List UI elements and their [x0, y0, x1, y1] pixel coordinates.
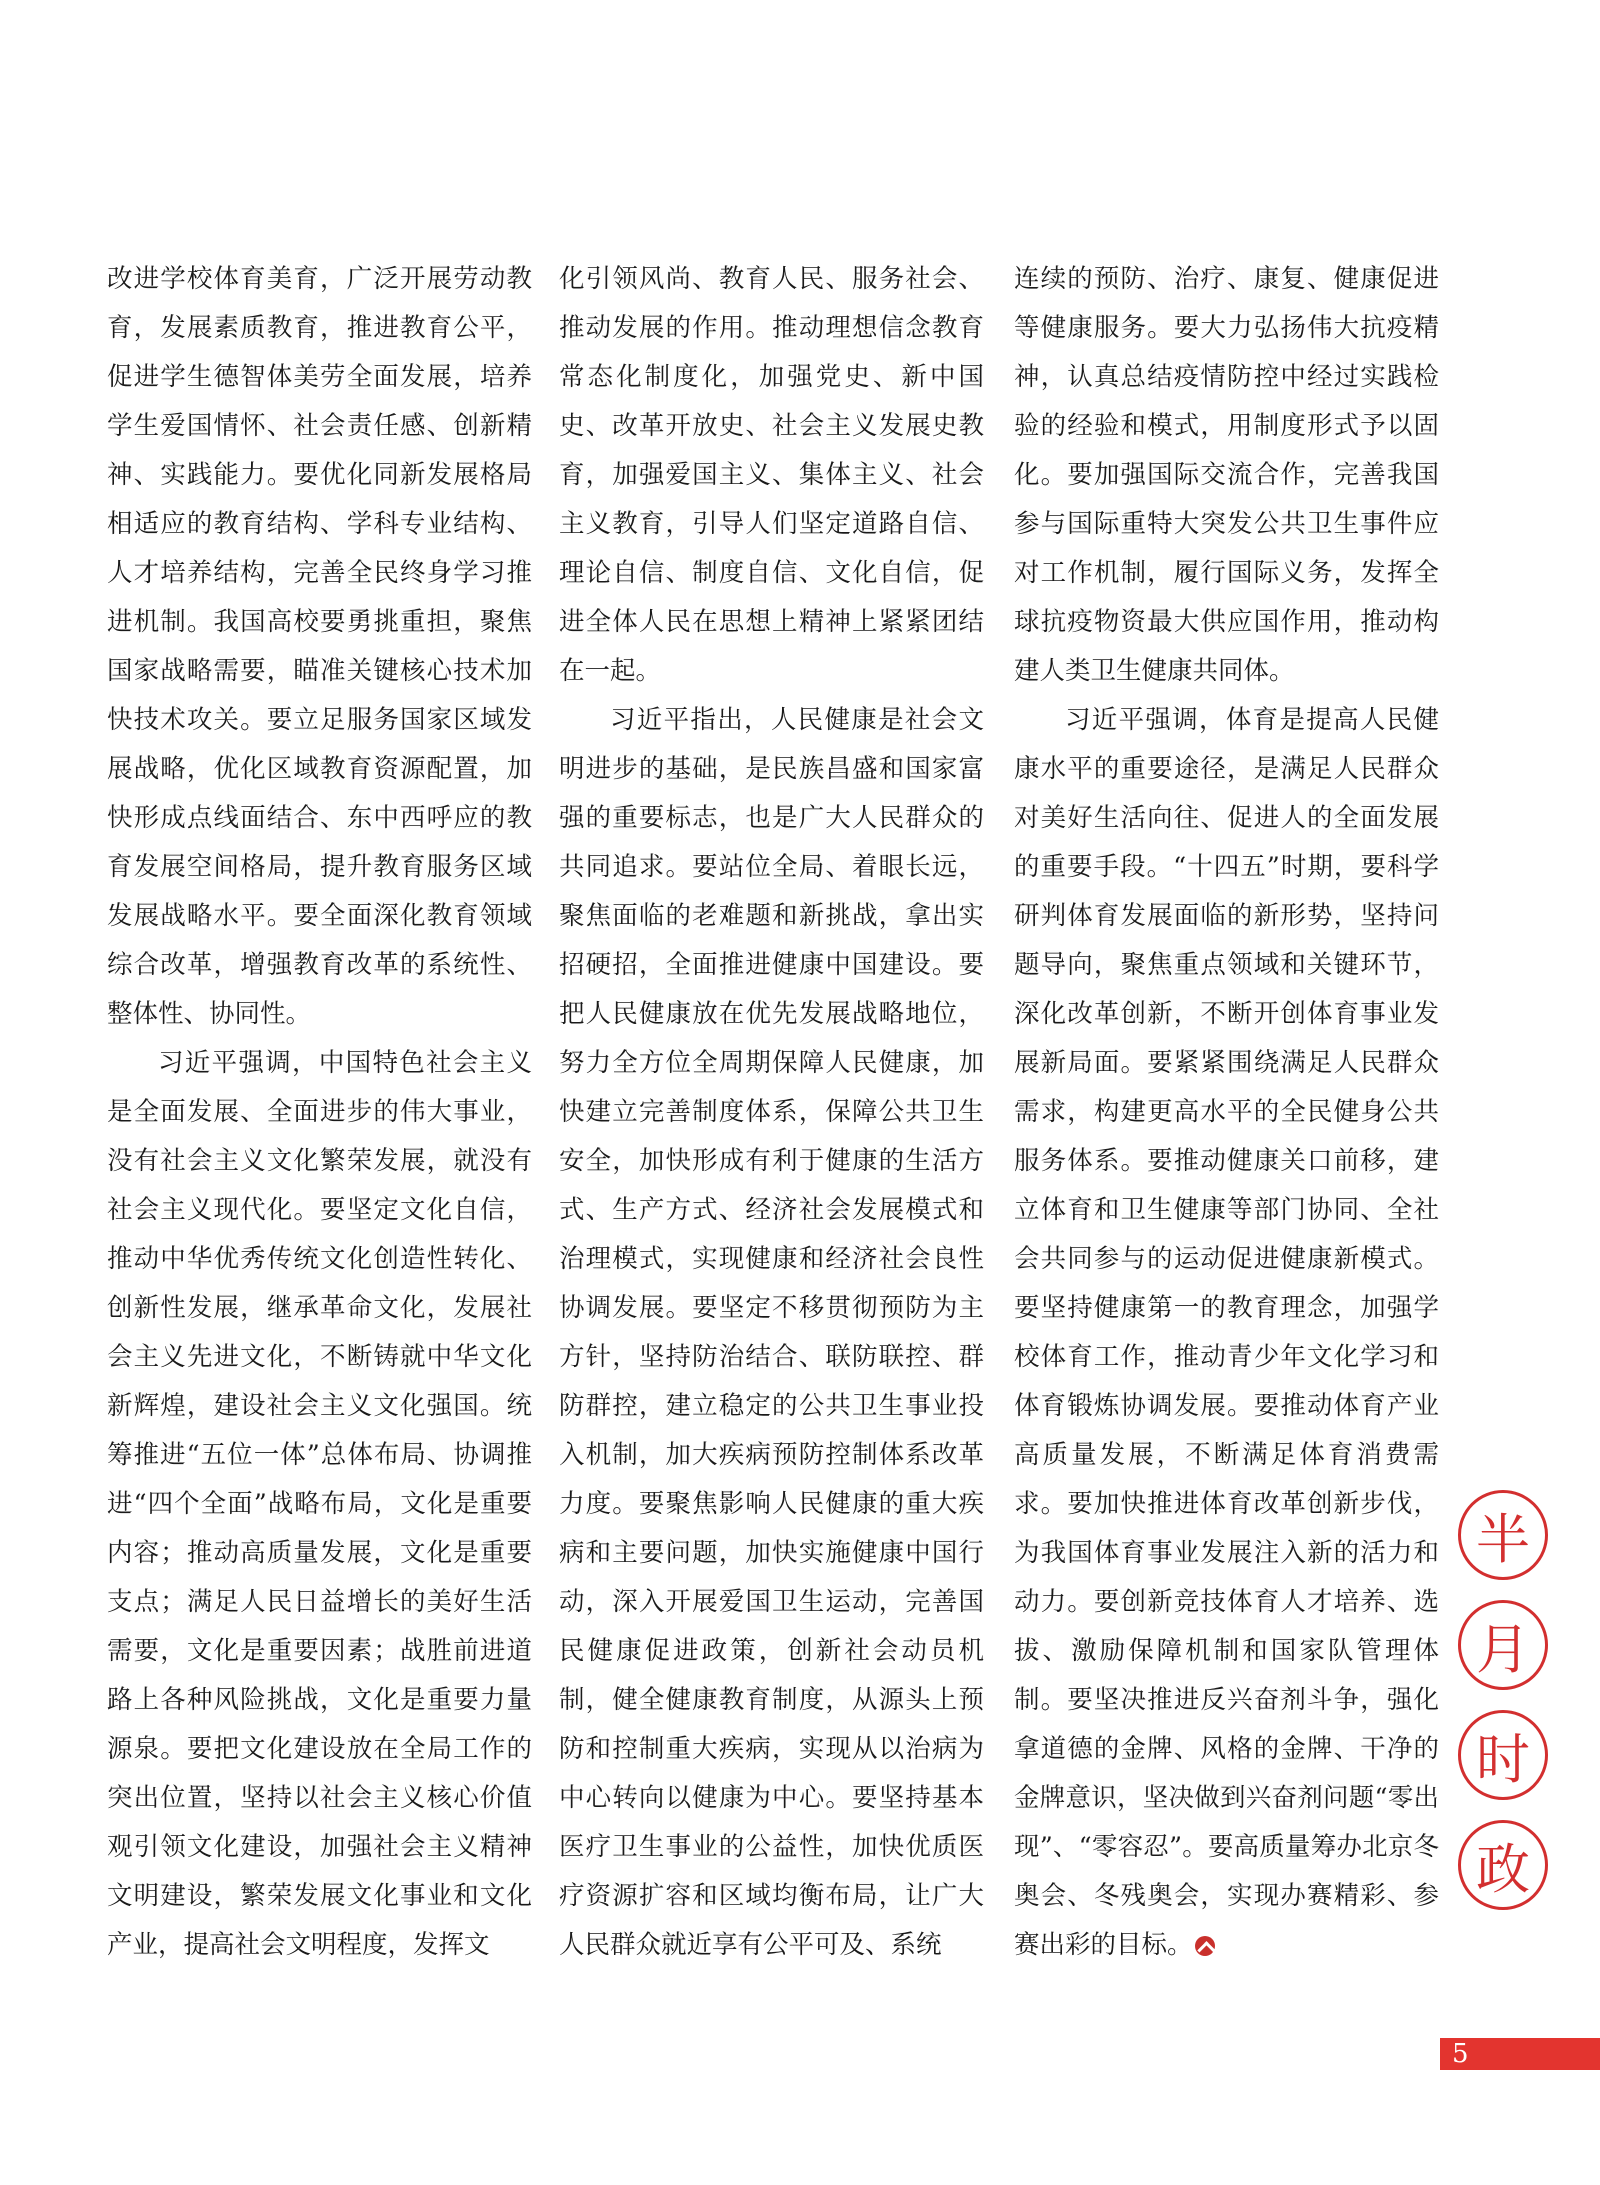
article-column-3 [1014, 255, 1439, 1970]
article-column-1 [107, 255, 532, 1970]
section-tag-char: 政 [1458, 1820, 1548, 1910]
paragraph-text: 习近平强调，体育是提高人民健康水平的重要途径，是满足人民群众对美好生活向往、促进人的全面发展的重要手段。“十四五”时期，要科学研判体育发展面临的新形势，坚持问题导向，聚焦重点领域和关键环节，深化改革创新，不断开创体育事业发展新局面。要紧紧围绕满足人民群众需求，构建更高水平的全民健身公共服务体系。要推动健康关口前移，建立体育和卫生健康等部门协同、全社会共同参与的运动促进健康新模式。要坚持健康第一的教育理念，加强学校体育工作，推动青少年文化学习和体育锻炼协调发展。要推动体育产业高质量发展，不断满足体育消费需求。要加快推进体育改革创新步伐，为我国体育事业发展注入新的活力和动力。要创新竞技体育人才培养、选拔、激励保障机制和国家队管理体制。要坚决推进反兴奋剂斗争，强化拿道德的金牌、风格的金牌、干净的金牌意识，坚决做到兴奋剂问题“零出现”、“零容忍”。要高质量筹办北京冬奥会、冬残奥会，实现办赛精彩、参赛出彩的目标。 [1014, 705, 1439, 1960]
paragraph: 习近平强调，中国特色社会主义是全面发展、全面进步的伟大事业，没有社会主义文化繁荣发展，就没有社会主义现代化。要坚定文化自信，推动中华优秀传统文化创造性转化、创新性发展，继承革命文化，发展社会主义先进文化，不断铸就中华文化新辉煌，建设社会主义文化强国。统筹推进“五位一体”总体布局、协调推进“四个全面”战略布局，文化是重要内容；推动高质量发展，文化是重要支点；满足人民日益增长的美好生活需要，文化是重要因素；战胜前进道路上各种风险挑战，文化是重要力量源泉。要把文化建设放在全局工作的突出位置，坚持以社会主义核心价值观引领文化建设，加强社会主义精神文明建设，繁荣发展文化事业和文化产业，提高社会文明程度，发挥文 [107, 1048, 532, 1960]
end-mark-icon [1195, 1936, 1215, 1956]
page-number: 5 [1452, 2039, 1469, 2069]
paragraph: 化引领风尚、教育人民、服务社会、推动发展的作用。推动理想信念教育常态化制度化，加强党史、新中国史、改革开放史、社会主义发展史教育，加强爱国主义、集体主义、社会主义教育，引导人们坚定道路自信、理论自信、制度自信、文化自信，促进全体人民在思想上精神上紧紧团结在一起。 [559, 264, 984, 686]
section-tag [1458, 1490, 1568, 1930]
article-column-2 [559, 255, 984, 1970]
section-tag-char: 月 [1458, 1600, 1548, 1690]
paragraph: 习近平指出，人民健康是社会文明进步的基础，是民族昌盛和国家富强的重要标志，也是广大人民群众的共同追求。要站位全局、着眼长远，聚焦面临的老难题和新挑战，拿出实招硬招，全面推进健康中国建设。要把人民健康放在优先发展战略地位，努力全方位全周期保障人民健康，加快建立完善制度体系，保障公共卫生安全，加快形成有利于健康的生活方式、生产方式、经济社会发展模式和治理模式，实现健康和经济社会良性协调发展。要坚定不移贯彻预防为主方针，坚持防治结合、联防联控、群防群控，建立稳定的公共卫生事业投入机制，加大疾病预防控制体系改革力度。要聚焦影响人民健康的重大疾病和主要问题，加快实施健康中国行动，深入开展爱国卫生运动，完善国民健康促进政策，创新社会动员机制，健全健康教育制度，从源头上预防和控制重大疾病，实现从以治病为中心转向以健康为中心。要坚持基本医疗卫生事业的公益性，加快优质医疗资源扩容和区域均衡布局，让广大人民群众就近享有公平可及、系统 [559, 705, 984, 1960]
section-tag-char: 半 [1458, 1490, 1548, 1580]
paragraph: 改进学校体育美育，广泛开展劳动教育，发展素质教育，推进教育公平，促进学生德智体美劳全面发展，培养学生爱国情怀、社会责任感、创新精神、实践能力。要优化同新发展格局相适应的教育结构、学科专业结构、人才培养结构，完善全民终身学习推进机制。我国高校要勇挑重担，聚焦国家战略需要，瞄准关键核心技术加快技术攻关。要立足服务国家区域发展战略，优化区域教育资源配置，加快形成点线面结合、东中西呼应的教育发展空间格局，提升教育服务区域发展战略水平。要全面深化教育领域综合改革，增强教育改革的系统性、整体性、协同性。 [107, 264, 532, 1029]
section-tag-char: 时 [1458, 1710, 1548, 1800]
page-number-bar [1440, 2038, 1600, 2070]
paragraph: 连续的预防、治疗、康复、健康促进等健康服务。要大力弘扬伟大抗疫精神，认真总结疫情防控中经过实践检验的经验和模式，用制度形式予以固化。要加强国际交流合作，完善我国参与国际重特大突发公共卫生事件应对工作机制，履行国际义务，发挥全球抗疫物资最大供应国作用，推动构建人类卫生健康共同体。 [1014, 264, 1439, 686]
paragraph [1014, 696, 1439, 1970]
